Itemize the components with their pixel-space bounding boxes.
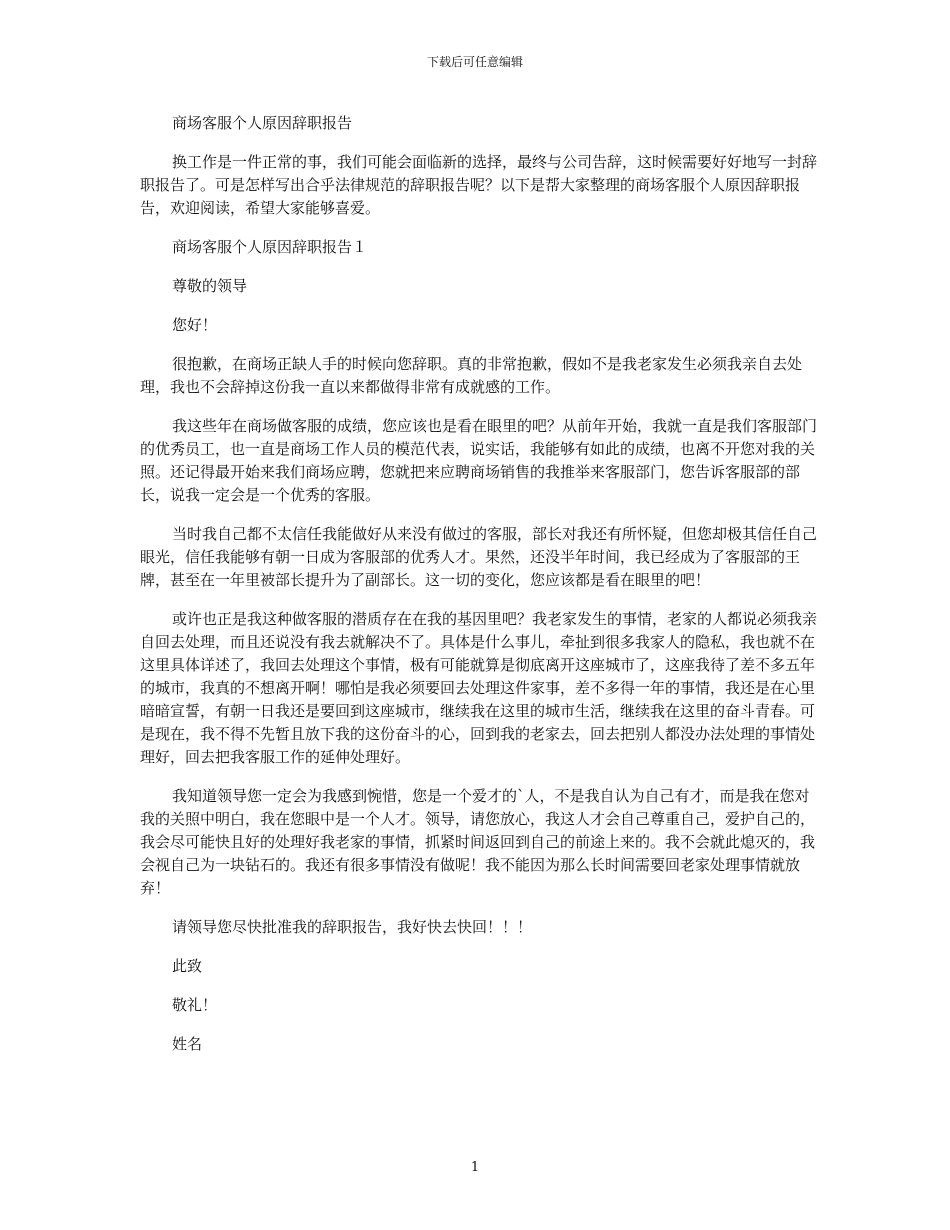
section-heading: 商场客服个人原因辞职报告１: [172, 238, 368, 256]
salutation: 尊敬的领导: [172, 277, 248, 295]
body-paragraph: 我这些年在商场做客服的成绩，您应该也是看在眼里的吧？从前年开始，我就一直是我们客服部门的优秀员工，也一直是商场工作人员的模范代表，说实话，我能够有如此的成绩，也离不开您对我的关照。还记得最开始来我们商场应聘，您就把来应聘商场销售的我推举来客服部门，您告诉客服部的部长，说我一定会是一个优秀的客服。: [140, 417, 818, 504]
request-line: 请领导您尽快批准我的辞职报告，我好快去快回！！！: [172, 918, 533, 936]
page-header: 下载后可任意编辑: [426, 55, 523, 69]
signature-name: 姓名: [172, 1035, 203, 1053]
document-body: [140, 112, 820, 1072]
body-paragraph: 当时我自己都不太信任我能做好从来没有做过的客服，部长对我还有所怀疑，但您却极其信任自己眼光，信任我能够有朝一日成为客服部的优秀人才。果然，还没半年时间，我已经成为了客服部的王牌，甚至在一年里被部长提升为了副部长。这一切的变化，您应该都是看在眼里的吧！: [140, 525, 818, 589]
closing-salute: 敬礼！: [172, 996, 218, 1014]
page-number: 1: [470, 1160, 480, 1175]
body-paragraph: 很抱歉，在商场正缺人手的时候向您辞职。真的非常抱歉，假如不是我老家发生必须我亲自去处理，我也不会辞掉这份我一直以来都做得非常有成就感的工作。: [140, 355, 803, 396]
greeting: 您好！: [172, 316, 218, 334]
body-paragraph: 我知道领导您一定会为我感到惋惜，您是一个爱才的`人，不是我自认为自己有才，而是我在您对我的关照中明白，我在您眼中是一个人才。领导，请您放心，我这人才会自己尊重自己，爱护自己的，我会尽可能快且好的处理好我老家的事情，抓紧时间返回到自己的前途上来的。我不会就此熄灭的，我会视自己为一块钻石的。我还有很多事情没有做呢！我不能因为那么长时间需要回老家处理事情就放弃！: [140, 787, 816, 897]
body-paragraph: 或许也正是我这种做客服的潜质存在在我的基因里吧？我老家发生的事情，老家的人都说必须我亲自回去处理，而且还说没有我去就解决不了。具体是什么事儿，牵扯到很多我家人的隐私，我也就不在这里具体详述了，我回去处理这个事情，极有可能就算是彻底离开这座城市了，这座我待了差不多五年的城市，我真的不想离开啊！哪怕是我必须要回去处理这件家事，差不多得一年的事情，我还是在心里暗暗宣誓，有朝一日我还是要回到这座城市，继续我在这里的城市生活，继续我在这里的奋斗青春。可是现在，我不得不先暂且放下我的这份奋斗的心，回到我的老家去，回去把别人都没办法处理的事情处理好，回去把我客服工作的延伸处理好。: [140, 610, 818, 766]
intro-paragraph: 换工作是一件正常的事，我们可能会面临新的选择，最终与公司告辞，这时候需要好好地写一封辞职报告了。可是怎样写出合乎法律规范的辞职报告呢？以下是帮大家整理的商场客服个人原因辞职报告，欢迎阅读，希望大家能够喜爱。: [140, 153, 818, 217]
document-title: 商场客服个人原因辞职报告: [172, 114, 353, 132]
closing-line: 此致: [172, 957, 203, 975]
